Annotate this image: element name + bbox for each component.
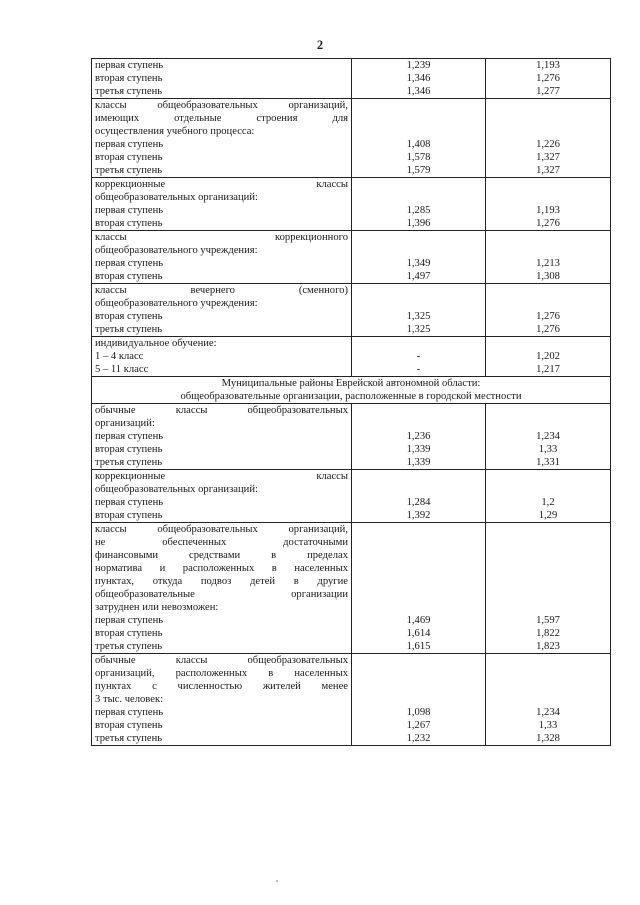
empty-cell bbox=[352, 244, 486, 257]
empty-cell bbox=[352, 125, 486, 138]
coefficient-value-2: 1,2 bbox=[486, 496, 611, 509]
coefficient-value-2: 1,234 bbox=[486, 430, 611, 443]
coefficient-value-2: 1,331 bbox=[486, 456, 611, 470]
group-title-line: пунктах с численностью жителей менее bbox=[92, 680, 352, 693]
empty-cell bbox=[352, 575, 486, 588]
group-title-line: пунктах, откуда подвоз детей в другие bbox=[92, 575, 352, 588]
group-header-row bbox=[92, 191, 611, 204]
group-header-row bbox=[92, 523, 611, 537]
row-label: первая ступень bbox=[92, 430, 352, 443]
group-title-line: обычные классы общеобразовательных bbox=[92, 404, 352, 418]
region-header-row bbox=[92, 377, 611, 391]
empty-cell bbox=[352, 191, 486, 204]
empty-cell bbox=[486, 231, 611, 245]
table-row bbox=[92, 59, 611, 73]
empty-cell bbox=[486, 470, 611, 484]
coefficient-value-1: 1,339 bbox=[352, 456, 486, 470]
group-title-line: индивидуальное обучение: bbox=[92, 337, 352, 351]
page-number: 2 bbox=[316, 38, 324, 52]
coefficient-value-1: 1,346 bbox=[352, 72, 486, 85]
group-title-line: осуществления учебного процесса: bbox=[92, 125, 352, 138]
row-label: 5 – 11 класс bbox=[92, 363, 352, 377]
empty-cell bbox=[352, 284, 486, 298]
group-header-row bbox=[92, 125, 611, 138]
table-row bbox=[92, 509, 611, 523]
table-row bbox=[92, 270, 611, 284]
empty-cell bbox=[486, 244, 611, 257]
coefficient-value-2: 1,226 bbox=[486, 138, 611, 151]
group-title-line: общеобразовательного учреждения: bbox=[92, 297, 352, 310]
coefficient-value-1: 1,325 bbox=[352, 323, 486, 337]
row-label: 1 – 4 класс bbox=[92, 350, 352, 363]
table-row bbox=[92, 257, 611, 270]
empty-cell bbox=[486, 404, 611, 418]
table-row bbox=[92, 138, 611, 151]
empty-cell bbox=[352, 588, 486, 601]
coefficient-value-2: 1,33 bbox=[486, 443, 611, 456]
coefficient-value-2: 1,33 bbox=[486, 719, 611, 732]
group-header-row bbox=[92, 667, 611, 680]
empty-cell bbox=[486, 601, 611, 614]
group-title-line: имеющих отдельные строения для bbox=[92, 112, 352, 125]
empty-cell bbox=[486, 297, 611, 310]
group-header-row bbox=[92, 693, 611, 706]
empty-cell bbox=[352, 536, 486, 549]
coefficient-value-2: 1,193 bbox=[486, 204, 611, 217]
table-row bbox=[92, 72, 611, 85]
group-title-line: общеобразовательные организации bbox=[92, 588, 352, 601]
group-header-row bbox=[92, 654, 611, 668]
empty-cell bbox=[352, 523, 486, 537]
region-header-line1: Муниципальные районы Еврейской автономной области: bbox=[92, 377, 611, 391]
coefficient-value-2: 1,202 bbox=[486, 350, 611, 363]
group-title-line: классы коррекционного bbox=[92, 231, 352, 245]
table-row bbox=[92, 443, 611, 456]
empty-cell bbox=[486, 588, 611, 601]
row-label: первая ступень bbox=[92, 138, 352, 151]
coefficient-value-2: 1,276 bbox=[486, 323, 611, 337]
group-header-row bbox=[92, 470, 611, 484]
empty-cell bbox=[486, 536, 611, 549]
coefficient-value-1: 1,615 bbox=[352, 640, 486, 654]
group-header-row bbox=[92, 417, 611, 430]
empty-cell bbox=[352, 601, 486, 614]
table-row bbox=[92, 496, 611, 509]
empty-cell bbox=[352, 470, 486, 484]
empty-cell bbox=[486, 417, 611, 430]
coefficient-value-1: 1,267 bbox=[352, 719, 486, 732]
empty-cell bbox=[352, 667, 486, 680]
empty-cell bbox=[352, 99, 486, 113]
group-header-row bbox=[92, 601, 611, 614]
coefficient-value-2: 1,193 bbox=[486, 59, 611, 73]
table-row bbox=[92, 614, 611, 627]
group-title-line: общеобразовательного учреждения: bbox=[92, 244, 352, 257]
coefficient-value-1: 1,285 bbox=[352, 204, 486, 217]
group-header-row bbox=[92, 562, 611, 575]
empty-cell bbox=[352, 483, 486, 496]
group-header-row bbox=[92, 575, 611, 588]
table-row bbox=[92, 85, 611, 99]
group-title-line: затруднен или невозможен: bbox=[92, 601, 352, 614]
group-title-line: коррекционные классы bbox=[92, 178, 352, 192]
row-label: первая ступень bbox=[92, 257, 352, 270]
table-row bbox=[92, 719, 611, 732]
empty-cell bbox=[486, 667, 611, 680]
coefficient-value-2: 1,276 bbox=[486, 310, 611, 323]
empty-cell bbox=[352, 404, 486, 418]
table-row bbox=[92, 732, 611, 746]
coefficient-value-1: 1,239 bbox=[352, 59, 486, 73]
group-header-row bbox=[92, 404, 611, 418]
table-row bbox=[92, 430, 611, 443]
region-header-line2: общеобразовательные организации, расположенные в городской местности bbox=[92, 390, 611, 404]
empty-cell bbox=[486, 99, 611, 113]
coefficient-value-2: 1,276 bbox=[486, 72, 611, 85]
row-label: первая ступень bbox=[92, 59, 352, 73]
coefficient-value-2: 1,327 bbox=[486, 164, 611, 178]
group-header-row bbox=[92, 680, 611, 693]
coefficient-value-2: 1,597 bbox=[486, 614, 611, 627]
coefficient-value-2: 1,29 bbox=[486, 509, 611, 523]
row-label: третья ступень bbox=[92, 640, 352, 654]
group-title-line: 3 тыс. человек: bbox=[92, 693, 352, 706]
row-label: третья ступень bbox=[92, 323, 352, 337]
scan-speck bbox=[276, 880, 278, 882]
row-label: вторая ступень bbox=[92, 443, 352, 456]
row-label: первая ступень bbox=[92, 204, 352, 217]
empty-cell bbox=[486, 654, 611, 668]
group-title-line: не обеспеченных достаточными bbox=[92, 536, 352, 549]
table-row bbox=[92, 456, 611, 470]
empty-cell bbox=[486, 562, 611, 575]
empty-cell bbox=[486, 284, 611, 298]
empty-cell bbox=[352, 693, 486, 706]
empty-cell bbox=[486, 693, 611, 706]
group-header-row bbox=[92, 284, 611, 298]
empty-cell bbox=[486, 191, 611, 204]
empty-cell bbox=[352, 178, 486, 192]
group-header-row bbox=[92, 536, 611, 549]
empty-cell bbox=[352, 297, 486, 310]
row-label: первая ступень bbox=[92, 614, 352, 627]
empty-cell bbox=[486, 523, 611, 537]
empty-cell bbox=[486, 125, 611, 138]
coefficient-value-2: 1,328 bbox=[486, 732, 611, 746]
coefficient-value-1: 1,578 bbox=[352, 151, 486, 164]
coefficient-value-2: 1,327 bbox=[486, 151, 611, 164]
row-label: первая ступень bbox=[92, 496, 352, 509]
coefficient-value-2: 1,217 bbox=[486, 363, 611, 377]
group-title-line: организаций: bbox=[92, 417, 352, 430]
table-row bbox=[92, 627, 611, 640]
empty-cell bbox=[352, 231, 486, 245]
row-label: вторая ступень bbox=[92, 627, 352, 640]
coefficient-value-2: 1,213 bbox=[486, 257, 611, 270]
empty-cell bbox=[352, 654, 486, 668]
table-row bbox=[92, 217, 611, 231]
group-header-row bbox=[92, 231, 611, 245]
group-header-row bbox=[92, 297, 611, 310]
group-title-line: финансовыми средствами в пределах bbox=[92, 549, 352, 562]
coefficient-value-1: 1,325 bbox=[352, 310, 486, 323]
coefficient-value-2: 1,276 bbox=[486, 217, 611, 231]
group-header-row bbox=[92, 588, 611, 601]
coefficient-value-1: 1,614 bbox=[352, 627, 486, 640]
coefficient-value-1: 1,408 bbox=[352, 138, 486, 151]
row-label: вторая ступень bbox=[92, 151, 352, 164]
group-header-row bbox=[92, 549, 611, 562]
coefficient-value-1: 1,497 bbox=[352, 270, 486, 284]
empty-cell bbox=[486, 337, 611, 351]
group-header-row bbox=[92, 483, 611, 496]
group-title-line: общеобразовательных организаций: bbox=[92, 483, 352, 496]
group-header-row bbox=[92, 337, 611, 351]
group-title-line: классы вечернего (сменного) bbox=[92, 284, 352, 298]
row-label: вторая ступень bbox=[92, 719, 352, 732]
row-label: вторая ступень bbox=[92, 217, 352, 231]
row-label: вторая ступень bbox=[92, 72, 352, 85]
empty-cell bbox=[486, 680, 611, 693]
empty-cell bbox=[486, 112, 611, 125]
empty-cell bbox=[486, 575, 611, 588]
group-title-line: коррекционные классы bbox=[92, 470, 352, 484]
empty-cell bbox=[352, 337, 486, 351]
row-label: третья ступень bbox=[92, 456, 352, 470]
coefficient-value-1: 1,349 bbox=[352, 257, 486, 270]
group-header-row bbox=[92, 244, 611, 257]
coefficient-value-1: 1,236 bbox=[352, 430, 486, 443]
coefficients-table bbox=[91, 58, 611, 746]
empty-cell bbox=[352, 112, 486, 125]
group-title-line: классы общеобразовательных организаций, bbox=[92, 523, 352, 537]
table-row bbox=[92, 310, 611, 323]
row-label: вторая ступень bbox=[92, 310, 352, 323]
group-title-line: норматива и расположенных в населенных bbox=[92, 562, 352, 575]
table-row bbox=[92, 164, 611, 178]
empty-cell bbox=[486, 549, 611, 562]
coefficient-value-1: 1,579 bbox=[352, 164, 486, 178]
coefficient-value-2: 1,822 bbox=[486, 627, 611, 640]
coefficient-value-1: 1,396 bbox=[352, 217, 486, 231]
empty-cell bbox=[486, 178, 611, 192]
table-row bbox=[92, 363, 611, 377]
empty-cell bbox=[352, 417, 486, 430]
table-row bbox=[92, 151, 611, 164]
coefficient-value-2: 1,308 bbox=[486, 270, 611, 284]
group-title-line: общеобразовательных организаций: bbox=[92, 191, 352, 204]
coefficient-value-2: 1,823 bbox=[486, 640, 611, 654]
row-label: третья ступень bbox=[92, 85, 352, 99]
group-header-row bbox=[92, 178, 611, 192]
coefficient-value-1: 1,339 bbox=[352, 443, 486, 456]
coefficient-value-1: 1,392 bbox=[352, 509, 486, 523]
empty-cell bbox=[486, 483, 611, 496]
coefficient-value-1: 1,284 bbox=[352, 496, 486, 509]
group-header-row bbox=[92, 99, 611, 113]
coefficient-value-2: 1,277 bbox=[486, 85, 611, 99]
table-row bbox=[92, 323, 611, 337]
region-header-row bbox=[92, 390, 611, 404]
empty-cell bbox=[352, 562, 486, 575]
row-label: вторая ступень bbox=[92, 270, 352, 284]
table-row bbox=[92, 350, 611, 363]
coefficient-value-1: 1,346 bbox=[352, 85, 486, 99]
group-header-row bbox=[92, 112, 611, 125]
empty-cell bbox=[352, 549, 486, 562]
table-row bbox=[92, 640, 611, 654]
empty-cell bbox=[352, 680, 486, 693]
row-label: третья ступень bbox=[92, 732, 352, 746]
group-title-line: обычные классы общеобразовательных bbox=[92, 654, 352, 668]
coefficient-value-1: 1,469 bbox=[352, 614, 486, 627]
group-title-line: классы общеобразовательных организаций, bbox=[92, 99, 352, 113]
coefficient-value-2: 1,234 bbox=[486, 706, 611, 719]
table-row bbox=[92, 204, 611, 217]
row-label: вторая ступень bbox=[92, 509, 352, 523]
coefficient-value-1: - bbox=[352, 363, 486, 377]
coefficient-value-1: - bbox=[352, 350, 486, 363]
row-label: третья ступень bbox=[92, 164, 352, 178]
table-row bbox=[92, 706, 611, 719]
row-label: первая ступень bbox=[92, 706, 352, 719]
coefficient-value-1: 1,098 bbox=[352, 706, 486, 719]
group-title-line: организаций, расположенных в населенных bbox=[92, 667, 352, 680]
coefficient-value-1: 1,232 bbox=[352, 732, 486, 746]
